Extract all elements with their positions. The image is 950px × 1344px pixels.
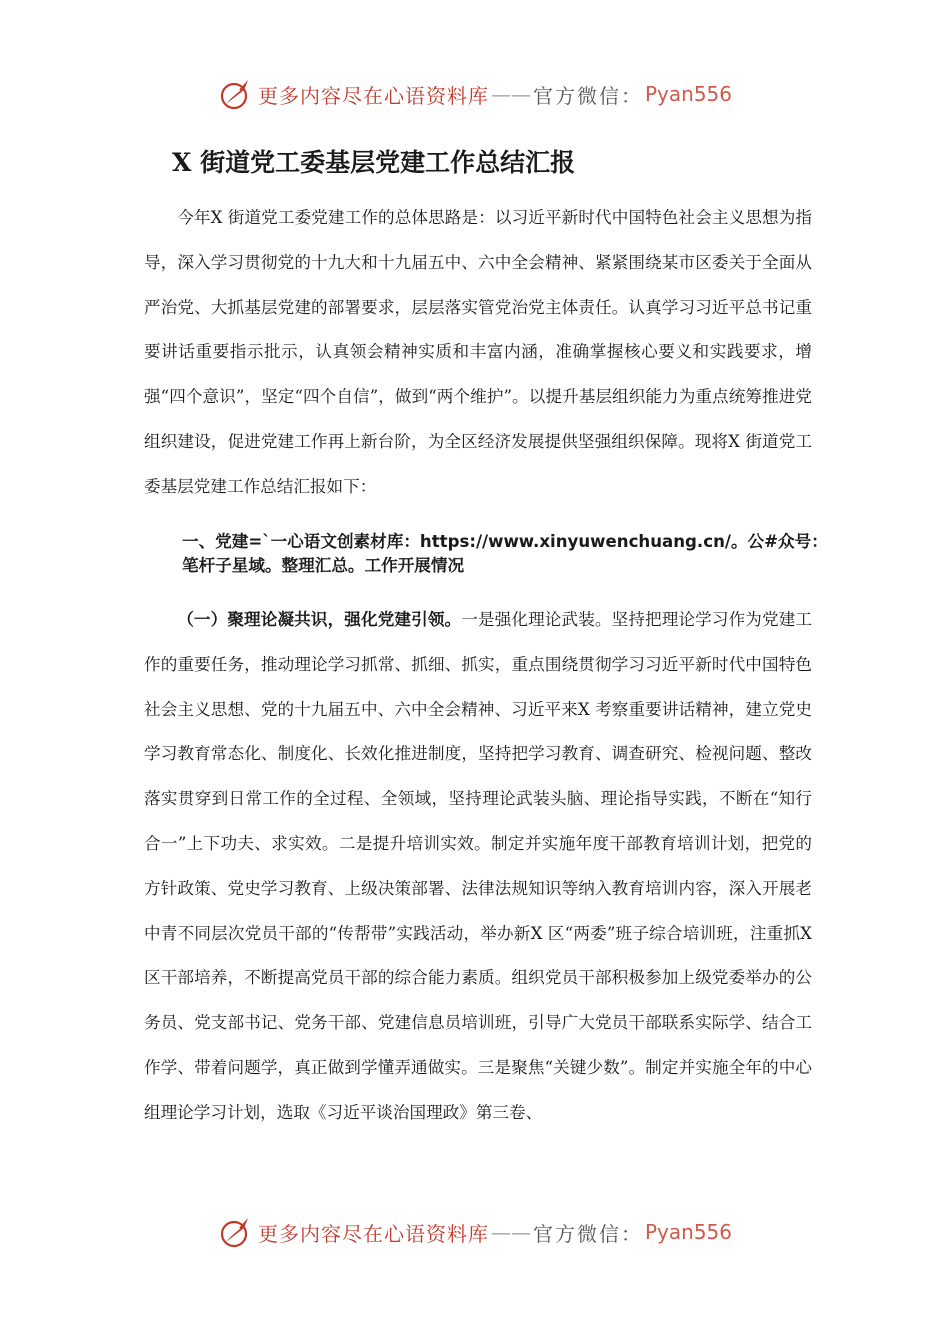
banner-dash: —— xyxy=(490,82,531,106)
subsection-lead: （一）聚理论凝共识，强化党建引领。 xyxy=(177,610,462,629)
banner-wechat-id: Pyan556 xyxy=(644,82,732,106)
banner-wechat-id: Pyan556 xyxy=(644,1220,732,1244)
footer-banner xyxy=(0,1212,950,1252)
document-title: X 街道党工委基层党建工作总结汇报 xyxy=(172,148,576,177)
banner-text: 更多内容尽在心语资料库 xyxy=(257,83,489,108)
header-banner xyxy=(0,74,950,114)
banner-text: 更多内容尽在心语资料库 xyxy=(257,1221,489,1246)
banner-dash: —— xyxy=(490,1220,531,1244)
subsection-body: 一是强化理论武装。坚持把理论学习作为党建工作的重要任务，推动理论学习抓常、抓细、抓实，重点围绕贯彻学习习近平新时代中国特色社会主义思想、党的十九届五中、六中全会精神、习近平来X 考察重要讲话精神，建立党史学习教育常态化、制度化、长效化推进制度，坚持把学习教育、调查研究、检视问题、整改落实贯穿到日常工作的全过程、全领域，坚持理论武装头脑、理论指导实践，不断在“知行合一”上下功夫、求实效。二是提升培训实效。制定并实施年度干部教育培训计划，把党的方针政策、党史学习教育、上级决策部署、法律法规知识等纳入教育培训内容，深入开展老中青不同层次党员干部的“传帮带”实践活动，举办新X 区“两委”班子综合培训班，注重抓X 区干部培养，不断提高党员干部的综合能力素质。组织党员干部积极参加上级党委举办的公务员、党支部书记、党务干部、党建信息员培训班，引导广大党员干部联系实际学、结合工作学、带着问题学，真正做到学懂弄通做实。三是聚焦“关键少数”。制定并实施全年的中心组理论学习计划，选取《习近平谈治国理政》第三卷、 xyxy=(144,610,812,1122)
quill-logo-icon xyxy=(218,76,254,112)
banner-wechat-label: 官方微信： xyxy=(532,83,643,108)
banner-wechat-label: 官方微信： xyxy=(532,1221,643,1246)
section-heading: 一、党建=`一心语文创素材库：https://www.xinyuwenchuang.cn/。公#众号：笔杆子星域。整理汇总。工作开展情况 xyxy=(182,532,828,575)
intro-paragraph: 今年X 街道党工委党建工作的总体思路是：以习近平新时代中国特色社会主义思想为指导，深入学习贯彻党的十九大和十九届五中、六中全会精神、紧紧围绕某市区委关于全面从严治党、大抓基层党建的部署要求，层层落实管党治党主体责任。认真学习习近平总书记重要讲话重要指示批示，认真领会精神实质和丰富内涵，准确掌握核心要义和实践要求，增强“四个意识”，坚定“四个自信”，做到“两个维护”。以提升基层组织能力为重点统筹推进党组织建设，促进党建工作再上新台阶，为全区经济发展提供坚强组织保障。现将X 街道党工委基层党建工作总结汇报如下： xyxy=(144,208,812,496)
subsection-paragraph xyxy=(144,598,812,1136)
quill-logo-icon xyxy=(218,1214,254,1250)
